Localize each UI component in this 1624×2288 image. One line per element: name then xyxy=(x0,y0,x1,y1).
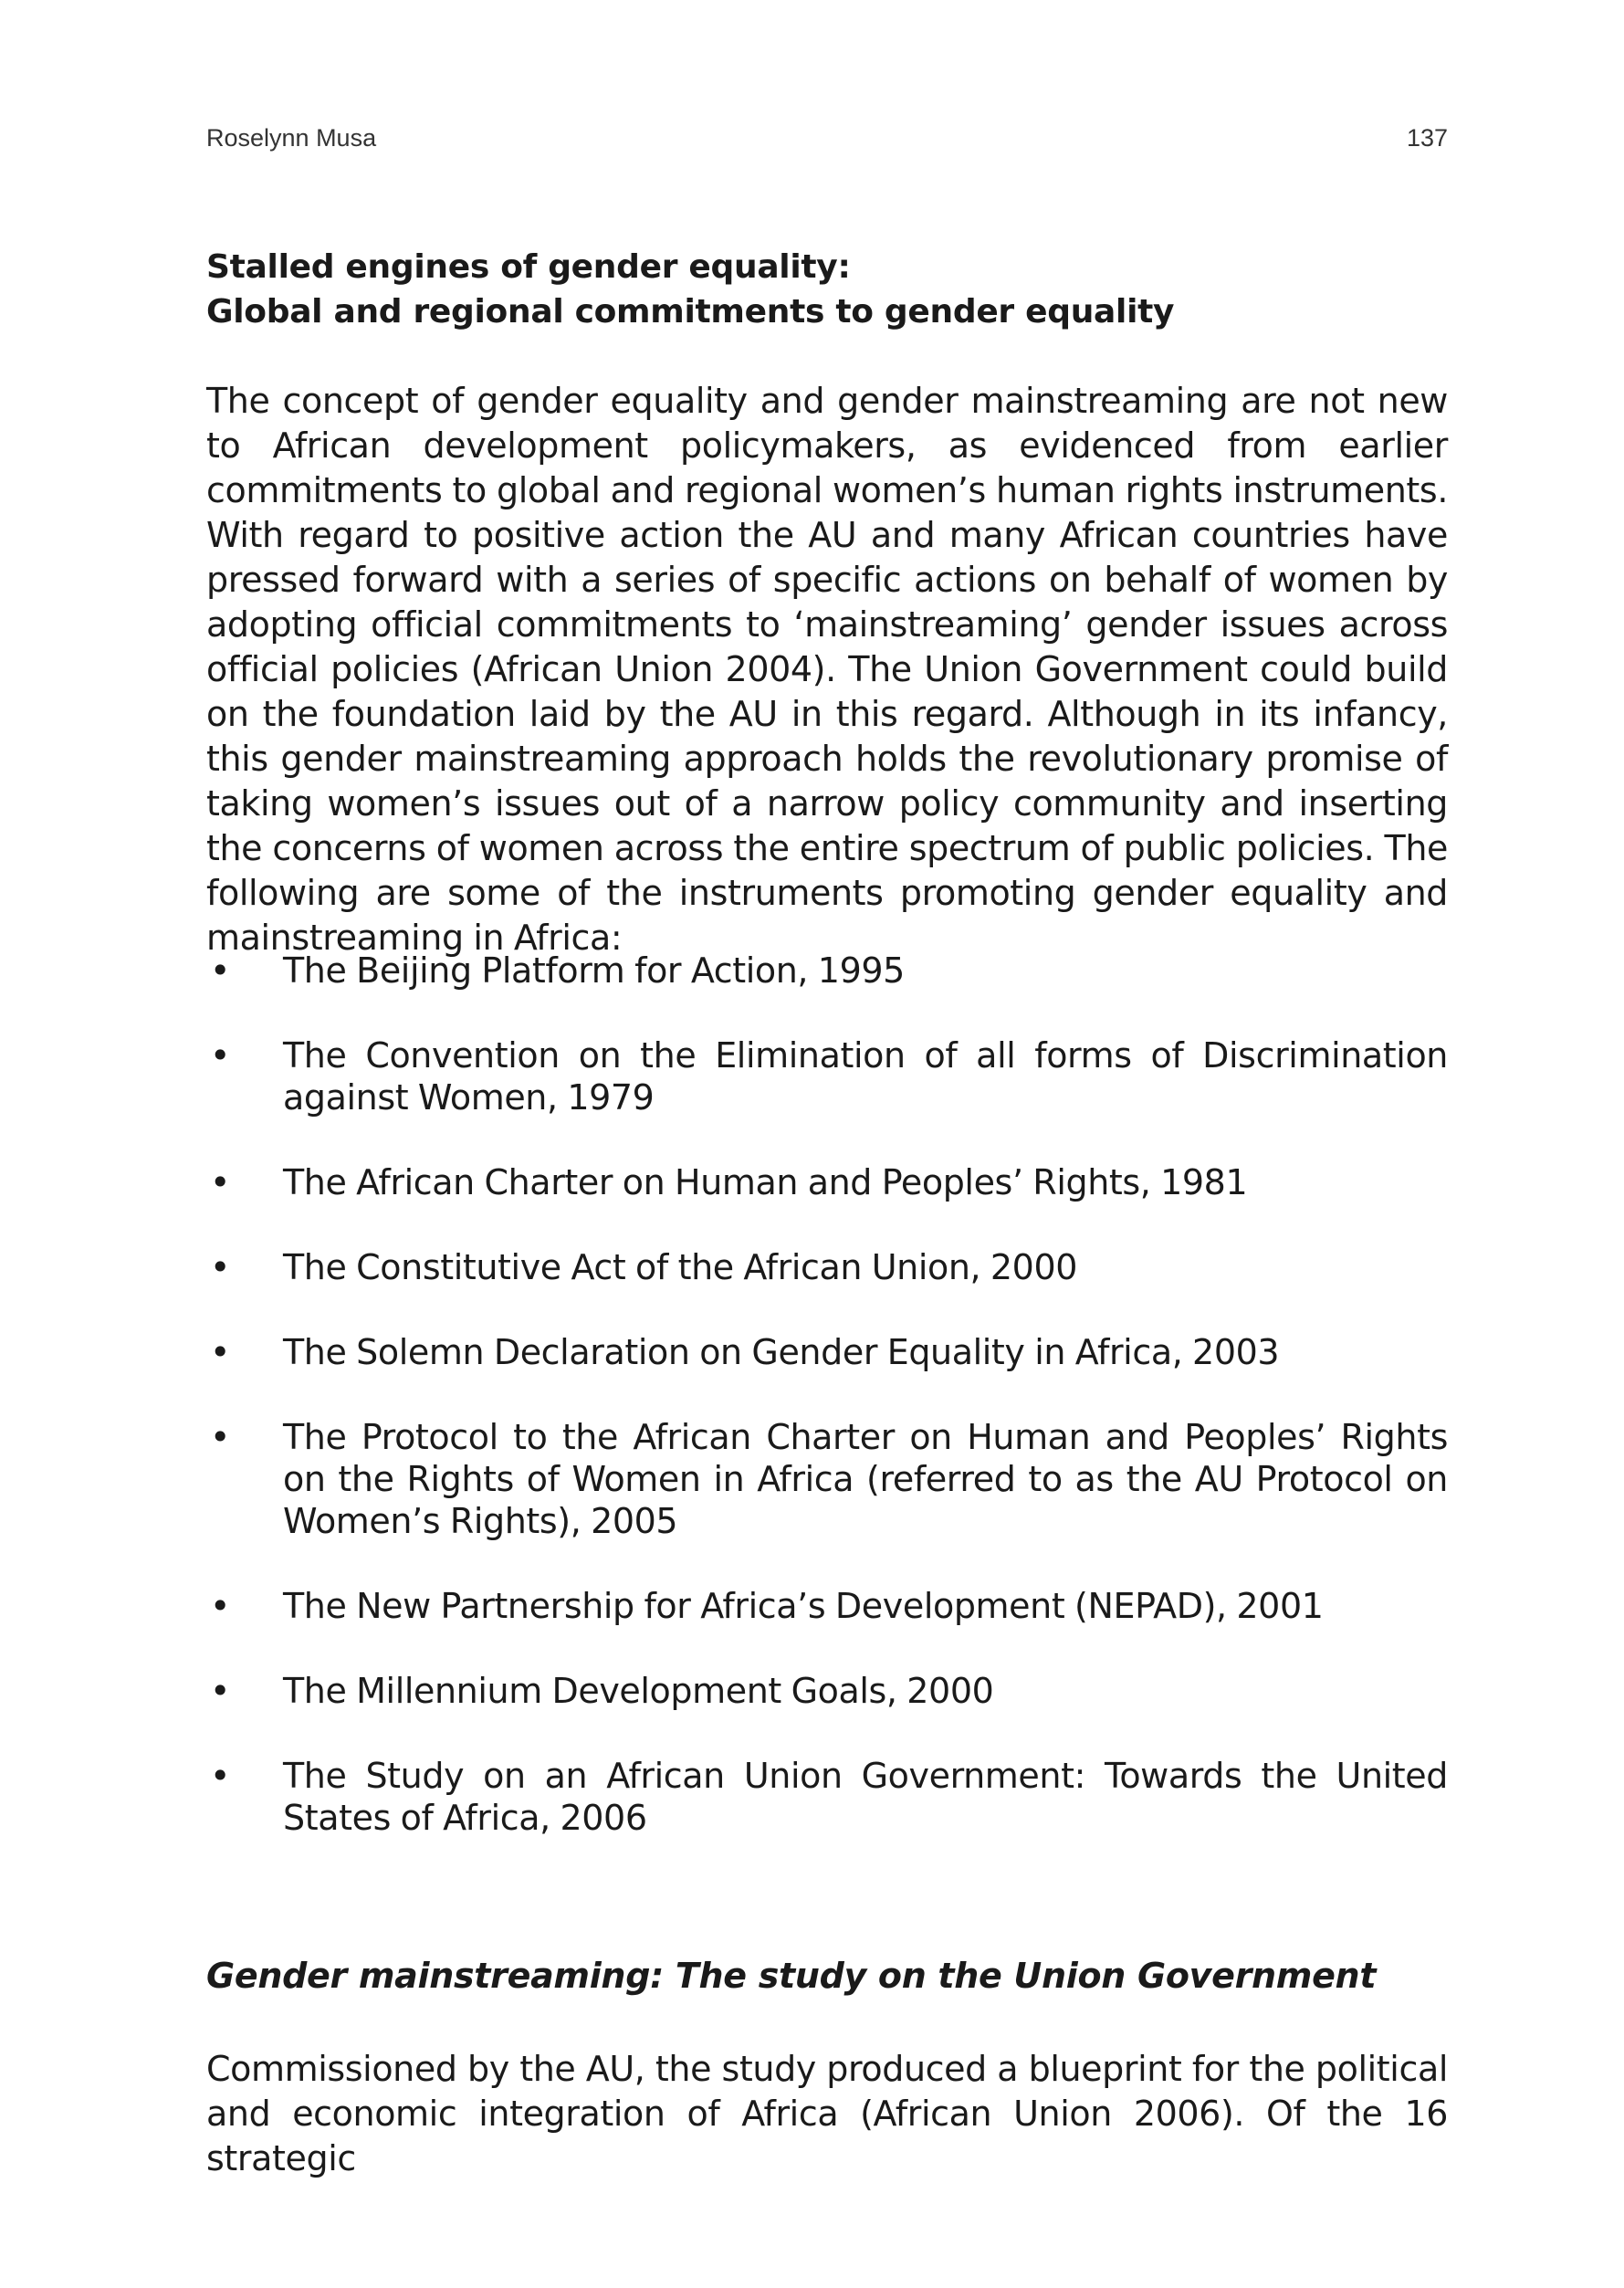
list-item-text: The Convention on the Elimination of all forms of Discrimination against Women, 1979 xyxy=(283,1035,1448,1118)
list-item-text: The New Partnership for Africa’s Development (NEPAD), 2001 xyxy=(283,1586,1324,1626)
subsection-heading: Gender mainstreaming: The study on the Union Government xyxy=(206,1956,1377,1996)
list-item-text: The Constitutive Act of the African Union, 2000 xyxy=(283,1247,1078,1287)
list-item xyxy=(206,1246,1448,1288)
list-item-text: The Study on an African Union Government: Towards the United States of Africa, 2006 xyxy=(283,1756,1448,1838)
section-heading-line-1: Stalled engines of gender equality: xyxy=(206,248,851,286)
list-item xyxy=(206,1034,1448,1118)
list-item-text: The African Charter on Human and Peoples’ Rights, 1981 xyxy=(283,1162,1248,1202)
running-head xyxy=(206,124,1448,155)
intro-paragraph: The concept of gender equality and gender mainstreaming are not new to African development policymakers, as evidenced from earlier commitments to global and regional women’s human rights instruments. With regard to positive action the AU and many African countries have pressed forward with a series of specific actions on behalf of women by adopting official commitments to ‘mainstreaming’ gender issues across official policies (African Union 2004). The Union Government could build on the foundation laid by the AU in this regard. Although in its infancy, this gender mainstreaming approach holds the revolutionary promise of taking women’s issues out of a narrow policy community and inserting the concerns of women across the entire spectrum of public policies. The following are some of the instruments promoting gender equality and mainstreaming in Africa: xyxy=(206,381,1448,958)
bullet-icon: • xyxy=(210,950,231,991)
list-item xyxy=(206,1416,1448,1542)
bullet-icon: • xyxy=(210,1756,231,1796)
bullet-icon: • xyxy=(210,1417,231,1457)
section-heading xyxy=(206,245,1448,334)
list-item xyxy=(206,950,1448,992)
bullet-icon: • xyxy=(210,1671,231,1711)
list-item xyxy=(206,1670,1448,1712)
list-item-text: The Millennium Development Goals, 2000 xyxy=(283,1671,994,1711)
instruments-list xyxy=(206,950,1448,1882)
list-item xyxy=(206,1331,1448,1373)
list-item-text: The Protocol to the African Charter on Human and Peoples’ Rights on the Rights of Women in Africa (referred to as the AU Protocol on Women’s Rights), 2005 xyxy=(283,1417,1448,1541)
bullet-icon: • xyxy=(210,1332,231,1372)
list-item xyxy=(206,1585,1448,1627)
bullet-icon: • xyxy=(210,1162,231,1202)
section-heading-line-2: Global and regional commitments to gender equality xyxy=(206,293,1175,331)
bullet-icon: • xyxy=(210,1035,231,1076)
page-number: 137 xyxy=(1406,124,1448,152)
list-item xyxy=(206,1755,1448,1839)
bullet-icon: • xyxy=(210,1247,231,1287)
list-item xyxy=(206,1161,1448,1203)
running-head-author: Roselynn Musa xyxy=(206,124,377,152)
bullet-icon: • xyxy=(210,1586,231,1626)
subsection-paragraph: Commissioned by the AU, the study produced a blueprint for the political and economic integration of Africa (African Union 2006). Of the 16 strategic xyxy=(206,2049,1448,2178)
list-item-text: The Beijing Platform for Action, 1995 xyxy=(283,950,905,991)
list-item-text: The Solemn Declaration on Gender Equality in Africa, 2003 xyxy=(283,1332,1280,1372)
